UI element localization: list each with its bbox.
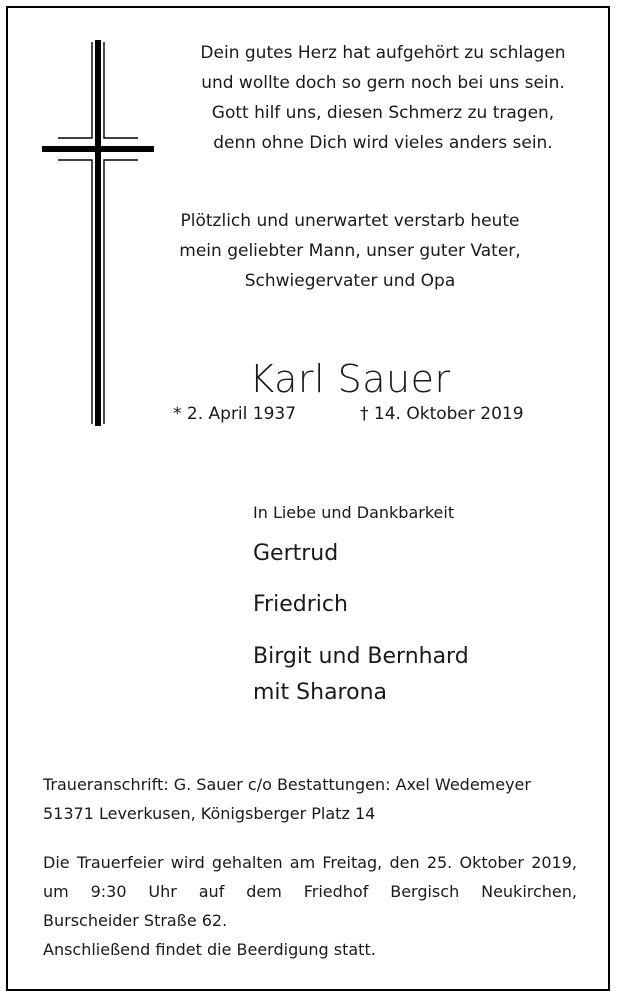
mourner-name: mit Sharona xyxy=(253,680,387,705)
announcement-line: Schwiegervater und Opa xyxy=(244,271,456,291)
poem-line: Dein gutes Herz hat aufgehört zu schlagen xyxy=(200,43,566,63)
birth-date: * 2. April 1937 xyxy=(173,404,297,424)
address-line: Traueranschrift: G. Sauer c/o Bestattungen: Axel Wedemeyer xyxy=(43,775,531,794)
funeral-line: um 9:30 Uhr auf dem Friedhof Bergisch Neukirchen, xyxy=(43,882,577,901)
mourners-lead: In Liebe und Dankbarkeit xyxy=(253,503,455,522)
cross-icon xyxy=(40,38,156,428)
funeral-line: Anschließend findet die Beerdigung statt. xyxy=(43,940,376,959)
mourning-address xyxy=(43,770,531,828)
deceased-name: Karl Sauer xyxy=(249,357,451,401)
poem-line: und wollte doch so gern noch bei uns sein. xyxy=(201,73,565,93)
poem-line: denn ohne Dich wird vieles anders sein. xyxy=(213,133,553,153)
poem-line: Gott hilf uns, diesen Schmerz zu tragen, xyxy=(211,103,555,123)
poem xyxy=(198,38,568,158)
death-date: † 14. Oktober 2019 xyxy=(360,404,524,424)
announcement-line: mein geliebter Mann, unser guter Vater, xyxy=(179,241,521,261)
funeral-info xyxy=(43,848,577,964)
address-line: 51371 Leverkusen, Königsberger Platz 14 xyxy=(43,804,376,823)
funeral-line: Burscheider Straße 62. xyxy=(43,911,228,930)
death-announcement xyxy=(150,206,550,296)
mourner-name: Birgit und Bernhard xyxy=(253,644,469,669)
funeral-line: Die Trauerfeier wird gehalten am Freitag, den 25. Oktober 2019, xyxy=(43,853,577,872)
announcement-line: Plötzlich und unerwartet verstarb heute xyxy=(180,211,520,231)
mourner-name: Gertrud xyxy=(253,541,339,566)
mourner-name: Friedrich xyxy=(253,592,348,617)
